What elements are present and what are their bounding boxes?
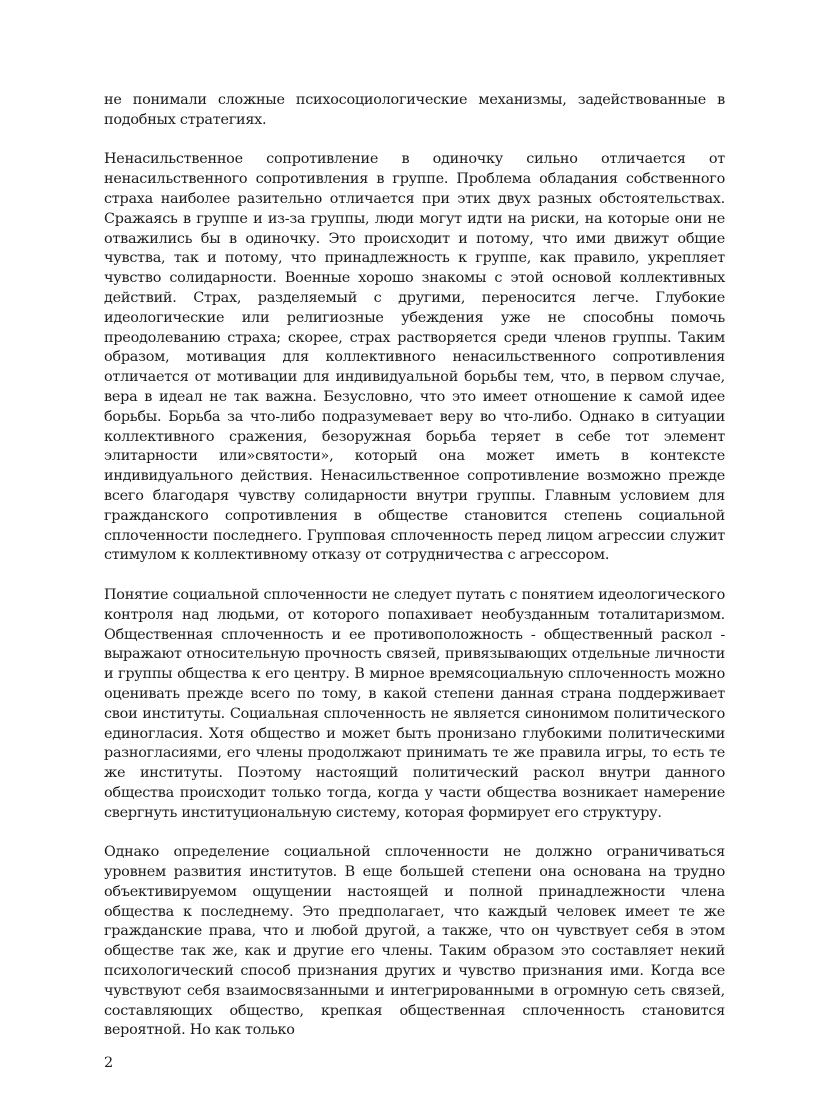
- text-column: [104, 91, 725, 1061]
- paragraph-4: Однако определение социальной сплоченности не должно ограничиваться уровнем развития институтов. В еще большей степени она основана на трудно объективируемом ощущении настоящей и полной принадлежности члена общества к последнему. Это предполагает, что каждый человек имеет те же гражданские права, что и любой другой, а также, что он чувствует себя в этом обществе так же, как и другие его члены. Таким образом это составляет некий психологический способ признания других и чувство признания ими. Когда все чувствуют себя взаимосвязанными и интегрированными в огромную сеть связей, составляющих общество, крепкая общественная сплоченность становится вероятной. Но как только: [104, 844, 725, 1039]
- paragraph-1: не понимали сложные психосоциологические механизмы, задействованные в подобных стратегиях.: [104, 92, 725, 128]
- paragraph-3: Понятие социальной сплоченности не следует путать с понятием идеологического контроля над людьми, от которого попахивает необузданным тоталитаризмом. Общественная сплоченность и ее противоположность - общественный раскол - выражают относительную прочность связей, привязывающих отдельные личности и группы общества к его центру. В мирное времясоциальную сплоченность можно оценивать прежде всего по тому, в какой степени данная страна поддерживает свои институты. Социальная сплоченность не является синонимом политического единогласия. Хотя общество и может быть пронизано глубокими политическими разногласиями, его члены продолжают принимать те же правила игры, то есть те же институты. Поэтому настоящий политический раскол внутри данного общества происходит только тогда, когда у части общества возникает намерение свергнуть институциональную систему, которая формирует его структуру.: [104, 586, 725, 821]
- paragraph-2: Ненасильственное сопротивление в одиночку сильно отличается от ненасильственного сопротивления в группе. Проблема обладания собственного страха наиболее разительно отличается при этих двух разных обстоятельствах. Сражаясь в группе и из-за группы, люди могут идти на риски, на которые они не отважились бы в одиночку. Это происходит и потому, что ими движут общие чувства, так и потому, что принадлежность к группе, как правило, укрепляет чувство солидарности. Военные хорошо знакомы с этой основой коллективных действий. Страх, разделяемый с другими, переносится легче. Глубокие идеологические или религиозные убеждения уже не способны помочь преодолеванию страха; скорее, страх растворяется среди членов группы. Таким образом, мотивация для коллективного ненасильственного сопротивления отличается от мотивации для индивидуальной борьбы тем, что, в первом случае, вера в идеал не так важна. Безусловно, что это имеет отношение к самой идее борьбы. Борьба за что-либо подразумевает веру во что-либо. Однако в ситуации коллективного сражения, безоружная борьба теряет в себе тот элемент элитарности или»святости», который она может иметь в контексте индивидуального действия. Ненасильственное сопротивление возможно прежде всего благодаря чувству солидарности внутри группы. Главным условием для гражданского сопротивления в обществе становится степень социальной сплоченности последнего. Групповая сплоченность перед лицом агрессии служит стимулом к коллективному отказу от сотрудничества с агрессором.: [104, 151, 725, 564]
- page-number: 2: [104, 1055, 114, 1071]
